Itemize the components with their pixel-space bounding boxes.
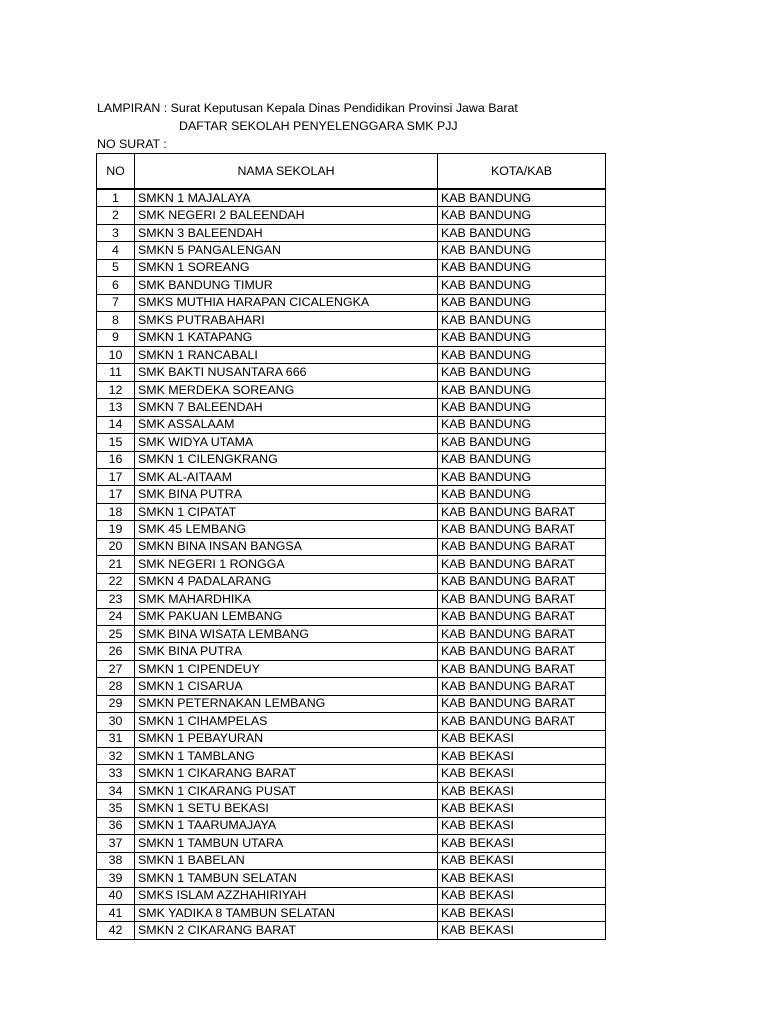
cell-city: KAB BANDUNG bbox=[438, 469, 606, 486]
table-row bbox=[97, 870, 606, 887]
cell-city: KAB BANDUNG bbox=[438, 451, 606, 468]
cell-no: 6 bbox=[97, 277, 135, 294]
cell-school-name: SMKN 3 BALEENDAH bbox=[135, 224, 438, 241]
table-row bbox=[97, 486, 606, 503]
cell-no: 1 bbox=[97, 189, 135, 207]
cell-school-name: SMKN 1 RANCABALI bbox=[135, 346, 438, 363]
cell-school-name: SMKS PUTRABAHARI bbox=[135, 312, 438, 329]
cell-city: KAB BEKASI bbox=[438, 904, 606, 921]
cell-city: KAB BANDUNG BARAT bbox=[438, 503, 606, 520]
cell-city: KAB BANDUNG BARAT bbox=[438, 521, 606, 538]
cell-city: KAB BANDUNG bbox=[438, 434, 606, 451]
cell-city: KAB BANDUNG BARAT bbox=[438, 695, 606, 712]
table-row bbox=[97, 521, 606, 538]
cell-city: KAB BANDUNG bbox=[438, 207, 606, 224]
cell-city: KAB BANDUNG BARAT bbox=[438, 556, 606, 573]
table-row bbox=[97, 189, 606, 207]
cell-no: 27 bbox=[97, 660, 135, 677]
cell-school-name: SMKN 1 CISARUA bbox=[135, 678, 438, 695]
cell-no: 26 bbox=[97, 643, 135, 660]
cell-city: KAB BEKASI bbox=[438, 748, 606, 765]
cell-school-name: SMK BANDUNG TIMUR bbox=[135, 277, 438, 294]
cell-school-name: SMKN 1 CIPATAT bbox=[135, 503, 438, 520]
table-row bbox=[97, 294, 606, 311]
table-row bbox=[97, 503, 606, 520]
cell-no: 22 bbox=[97, 573, 135, 590]
cell-no: 16 bbox=[97, 451, 135, 468]
table-row bbox=[97, 538, 606, 555]
cell-city: KAB BANDUNG BARAT bbox=[438, 591, 606, 608]
cell-school-name: SMKN 1 SETU BEKASI bbox=[135, 800, 438, 817]
column-header-school-name: NAMA SEKOLAH bbox=[135, 154, 438, 190]
cell-no: 5 bbox=[97, 259, 135, 276]
cell-no: 17 bbox=[97, 469, 135, 486]
cell-school-name: SMKN 1 SOREANG bbox=[135, 259, 438, 276]
table-row bbox=[97, 312, 606, 329]
cell-city: KAB BANDUNG bbox=[438, 329, 606, 346]
table-row bbox=[97, 800, 606, 817]
table-row bbox=[97, 469, 606, 486]
cell-school-name: SMKN 5 PANGALENGAN bbox=[135, 242, 438, 259]
cell-no: 24 bbox=[97, 608, 135, 625]
cell-no: 17 bbox=[97, 486, 135, 503]
table-row bbox=[97, 678, 606, 695]
cell-no: 14 bbox=[97, 416, 135, 433]
table-row bbox=[97, 608, 606, 625]
cell-no: 42 bbox=[97, 922, 135, 939]
cell-school-name: SMKN 2 CIKARANG BARAT bbox=[135, 922, 438, 939]
table-row bbox=[97, 852, 606, 869]
table-row bbox=[97, 835, 606, 852]
cell-school-name: SMK NEGERI 1 RONGGA bbox=[135, 556, 438, 573]
cell-city: KAB BEKASI bbox=[438, 782, 606, 799]
cell-no: 9 bbox=[97, 329, 135, 346]
cell-city: KAB BEKASI bbox=[438, 852, 606, 869]
cell-school-name: SMK BINA PUTRA bbox=[135, 486, 438, 503]
table-row bbox=[97, 643, 606, 660]
cell-school-name: SMKS ISLAM AZZHAHIRIYAH bbox=[135, 887, 438, 904]
table-row bbox=[97, 259, 606, 276]
cell-school-name: SMK MERDEKA SOREANG bbox=[135, 381, 438, 398]
table-row bbox=[97, 748, 606, 765]
cell-no: 31 bbox=[97, 730, 135, 747]
cell-city: KAB BANDUNG bbox=[438, 242, 606, 259]
cell-city: KAB BANDUNG BARAT bbox=[438, 678, 606, 695]
table-row bbox=[97, 556, 606, 573]
cell-no: 13 bbox=[97, 399, 135, 416]
cell-city: KAB BANDUNG BARAT bbox=[438, 608, 606, 625]
letter-number-label: NO SURAT : bbox=[97, 137, 167, 151]
cell-school-name: SMKN 1 TAMBUN UTARA bbox=[135, 835, 438, 852]
table-row bbox=[97, 346, 606, 363]
table-row bbox=[97, 765, 606, 782]
cell-city: KAB BANDUNG bbox=[438, 259, 606, 276]
cell-city: KAB BANDUNG bbox=[438, 364, 606, 381]
table-row bbox=[97, 660, 606, 677]
cell-school-name: SMKN 1 PEBAYURAN bbox=[135, 730, 438, 747]
attachment-title: LAMPIRAN : Surat Keputusan Kepala Dinas Pendidikan Provinsi Jawa Barat bbox=[97, 101, 518, 115]
cell-no: 3 bbox=[97, 224, 135, 241]
cell-school-name: SMKN 1 TAMBUN SELATAN bbox=[135, 870, 438, 887]
cell-city: KAB BEKASI bbox=[438, 817, 606, 834]
document-title: DAFTAR SEKOLAH PENYELENGGARA SMK PJJ bbox=[179, 119, 458, 133]
cell-school-name: SMKN 1 CIKARANG BARAT bbox=[135, 765, 438, 782]
cell-no: 21 bbox=[97, 556, 135, 573]
cell-city: KAB BANDUNG bbox=[438, 277, 606, 294]
cell-school-name: SMK YADIKA 8 TAMBUN SELATAN bbox=[135, 904, 438, 921]
table-row bbox=[97, 782, 606, 799]
table-row bbox=[97, 625, 606, 642]
cell-city: KAB BANDUNG bbox=[438, 294, 606, 311]
table-row bbox=[97, 713, 606, 730]
table-row bbox=[97, 904, 606, 921]
table-row bbox=[97, 887, 606, 904]
cell-no: 12 bbox=[97, 381, 135, 398]
cell-school-name: SMKN 4 PADALARANG bbox=[135, 573, 438, 590]
cell-school-name: SMKN 1 CIPENDEUY bbox=[135, 660, 438, 677]
cell-no: 15 bbox=[97, 434, 135, 451]
cell-no: 20 bbox=[97, 538, 135, 555]
cell-school-name: SMK BAKTI NUSANTARA 666 bbox=[135, 364, 438, 381]
cell-no: 8 bbox=[97, 312, 135, 329]
cell-no: 38 bbox=[97, 852, 135, 869]
cell-city: KAB BEKASI bbox=[438, 730, 606, 747]
cell-school-name: SMKN 7 BALEENDAH bbox=[135, 399, 438, 416]
cell-no: 33 bbox=[97, 765, 135, 782]
cell-no: 30 bbox=[97, 713, 135, 730]
cell-school-name: SMKN 1 TAMBLANG bbox=[135, 748, 438, 765]
cell-city: KAB BANDUNG bbox=[438, 381, 606, 398]
cell-city: KAB BEKASI bbox=[438, 870, 606, 887]
cell-no: 32 bbox=[97, 748, 135, 765]
cell-no: 25 bbox=[97, 625, 135, 642]
cell-city: KAB BEKASI bbox=[438, 800, 606, 817]
table-row bbox=[97, 207, 606, 224]
cell-city: KAB BANDUNG bbox=[438, 312, 606, 329]
cell-school-name: SMK ASSALAAM bbox=[135, 416, 438, 433]
cell-no: 41 bbox=[97, 904, 135, 921]
cell-school-name: SMK AL-AITAAM bbox=[135, 469, 438, 486]
table-row bbox=[97, 817, 606, 834]
cell-no: 28 bbox=[97, 678, 135, 695]
cell-no: 19 bbox=[97, 521, 135, 538]
school-table bbox=[96, 153, 606, 940]
cell-no: 29 bbox=[97, 695, 135, 712]
cell-city: KAB BEKASI bbox=[438, 922, 606, 939]
table-row bbox=[97, 434, 606, 451]
column-header-no: NO bbox=[97, 154, 135, 190]
cell-school-name: SMK WIDYA UTAMA bbox=[135, 434, 438, 451]
cell-city: KAB BANDUNG bbox=[438, 486, 606, 503]
table-row bbox=[97, 329, 606, 346]
cell-school-name: SMKN 1 CILENGKRANG bbox=[135, 451, 438, 468]
table-row bbox=[97, 591, 606, 608]
cell-no: 4 bbox=[97, 242, 135, 259]
cell-city: KAB BANDUNG bbox=[438, 346, 606, 363]
cell-no: 7 bbox=[97, 294, 135, 311]
cell-school-name: SMKN 1 CIKARANG PUSAT bbox=[135, 782, 438, 799]
cell-city: KAB BANDUNG BARAT bbox=[438, 625, 606, 642]
table-row bbox=[97, 695, 606, 712]
cell-city: KAB BANDUNG BARAT bbox=[438, 643, 606, 660]
cell-school-name: SMK NEGERI 2 BALEENDAH bbox=[135, 207, 438, 224]
cell-no: 40 bbox=[97, 887, 135, 904]
cell-no: 35 bbox=[97, 800, 135, 817]
table-row bbox=[97, 242, 606, 259]
cell-school-name: SMK BINA WISATA LEMBANG bbox=[135, 625, 438, 642]
cell-school-name: SMKN BINA INSAN BANGSA bbox=[135, 538, 438, 555]
cell-school-name: SMKN PETERNAKAN LEMBANG bbox=[135, 695, 438, 712]
cell-no: 34 bbox=[97, 782, 135, 799]
cell-no: 10 bbox=[97, 346, 135, 363]
table-row bbox=[97, 277, 606, 294]
cell-school-name: SMKN 1 TAARUMAJAYA bbox=[135, 817, 438, 834]
column-header-city: KOTA/KAB bbox=[438, 154, 606, 190]
cell-no: 36 bbox=[97, 817, 135, 834]
table-row bbox=[97, 416, 606, 433]
cell-no: 2 bbox=[97, 207, 135, 224]
cell-city: KAB BANDUNG BARAT bbox=[438, 573, 606, 590]
cell-city: KAB BANDUNG bbox=[438, 399, 606, 416]
cell-no: 23 bbox=[97, 591, 135, 608]
cell-city: KAB BANDUNG bbox=[438, 224, 606, 241]
table-row bbox=[97, 730, 606, 747]
cell-school-name: SMKN 1 KATAPANG bbox=[135, 329, 438, 346]
cell-city: KAB BEKASI bbox=[438, 765, 606, 782]
table-row bbox=[97, 451, 606, 468]
table-row bbox=[97, 224, 606, 241]
cell-no: 39 bbox=[97, 870, 135, 887]
cell-school-name: SMKN 1 CIHAMPELAS bbox=[135, 713, 438, 730]
table-row bbox=[97, 364, 606, 381]
cell-school-name: SMK 45 LEMBANG bbox=[135, 521, 438, 538]
cell-no: 37 bbox=[97, 835, 135, 852]
cell-city: KAB BANDUNG bbox=[438, 416, 606, 433]
cell-school-name: SMK BINA PUTRA bbox=[135, 643, 438, 660]
cell-school-name: SMKS MUTHIA HARAPAN CICALENGKA bbox=[135, 294, 438, 311]
table-header-row bbox=[97, 154, 606, 190]
table-row bbox=[97, 381, 606, 398]
cell-city: KAB BANDUNG bbox=[438, 189, 606, 207]
table-row bbox=[97, 573, 606, 590]
cell-school-name: SMKN 1 BABELAN bbox=[135, 852, 438, 869]
cell-school-name: SMK PAKUAN LEMBANG bbox=[135, 608, 438, 625]
table-row bbox=[97, 922, 606, 939]
cell-city: KAB BEKASI bbox=[438, 835, 606, 852]
table-row bbox=[97, 399, 606, 416]
cell-city: KAB BANDUNG BARAT bbox=[438, 713, 606, 730]
cell-school-name: SMKN 1 MAJALAYA bbox=[135, 189, 438, 207]
cell-city: KAB BANDUNG BARAT bbox=[438, 660, 606, 677]
cell-no: 18 bbox=[97, 503, 135, 520]
cell-no: 11 bbox=[97, 364, 135, 381]
cell-school-name: SMK MAHARDHIKA bbox=[135, 591, 438, 608]
cell-city: KAB BANDUNG BARAT bbox=[438, 538, 606, 555]
cell-city: KAB BEKASI bbox=[438, 887, 606, 904]
